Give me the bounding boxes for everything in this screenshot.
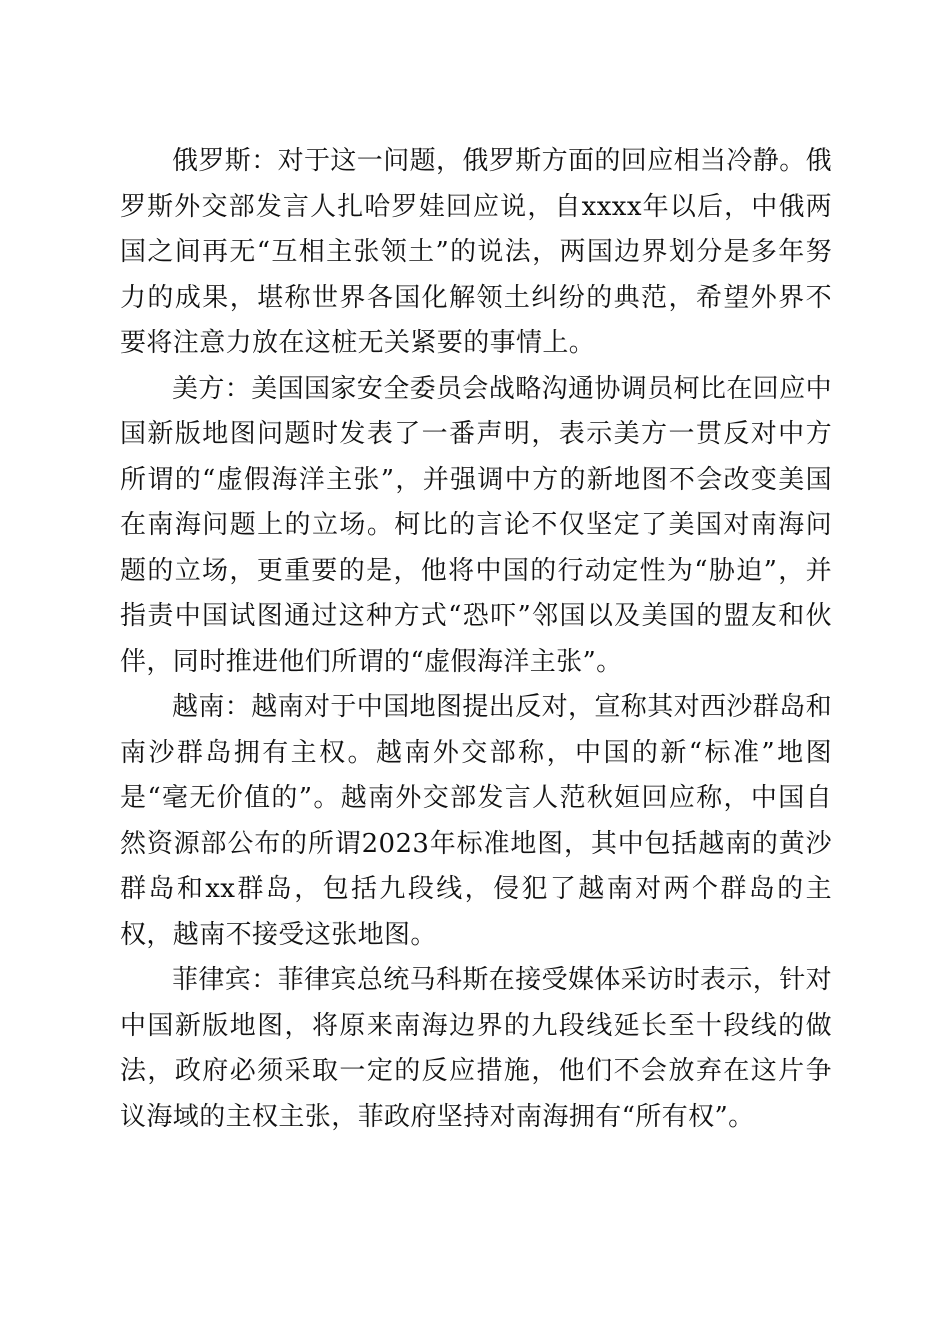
paragraph-usa: 美方：美国国家安全委员会战略沟通协调员柯比在回应中国新版地图问题时发表了一番声明，表示美方一贯反对中方所谓的“虚假海洋主张”，并强调中方的新地图不会改变美国在南海问题上的立场。柯比的言论不仅坚定了美国对南海问题的立场，更重要的是，他将中国的行动定性为“胁迫”，并指责中国试图通过这种方式“恐吓”邻国以及美国的盟友和伙伴，同时推进他们所谓的“虚假海洋主张”。 [120, 373, 833, 677]
paragraph-philippines: 菲律宾：菲律宾总统马科斯在接受媒体采访时表示，针对中国新版地图，将原来南海边界的九段线延长至十段线的做法，政府必须采取一定的反应措施，他们不会放弃在这片争议海域的主权主张，菲政府坚持对南海拥有“所有权”。 [120, 965, 833, 1132]
paragraph-vietnam: 越南：越南对于中国地图提出反对，宣称其对西沙群岛和南沙群岛拥有主权。越南外交部称，中国的新“标准”地图是“毫无价值的”。越南外交部发言人范秋姮回应称，中国自然资源部公布的所谓2023年标准地图，其中包括越南的黄沙群岛和xx群岛，包括九段线，侵犯了越南对两个群岛的主权，越南不接受这张地图。 [120, 692, 833, 950]
paragraph-russia: 俄罗斯：对于这一问题，俄罗斯方面的回应相当冷静。俄罗斯外交部发言人扎哈罗娃回应说，自xxxx年以后，中俄两国之间再无“互相主张领土”的说法，两国边界划分是多年努力的成果，堪称世界各国化解领土纠纷的典范，希望外界不要将注意力放在这桩无关紧要的事情上。 [120, 146, 833, 358]
